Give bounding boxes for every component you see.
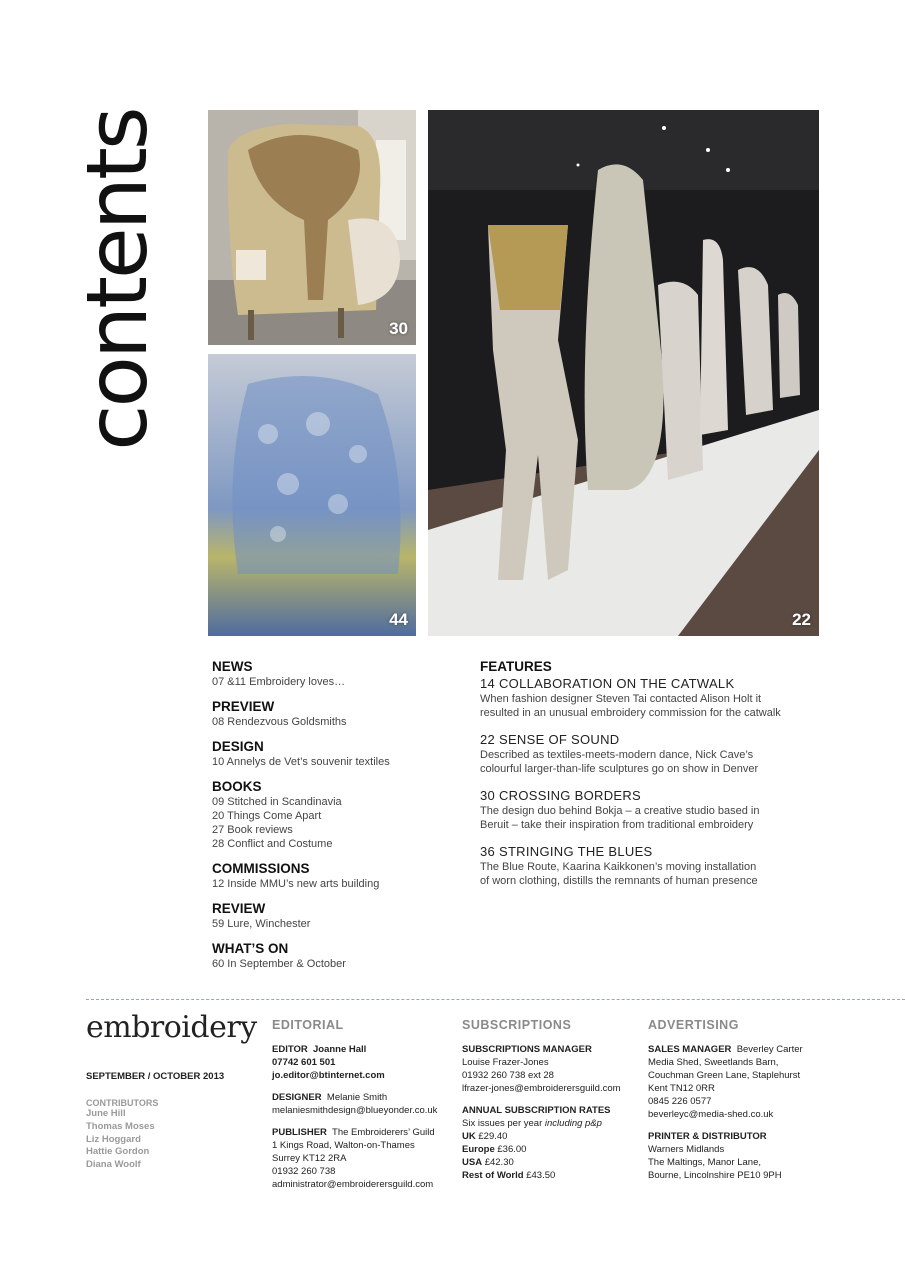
feature-desc: Beruit – take their inspiration from traditional embroidery bbox=[480, 819, 754, 831]
rate-row bbox=[462, 1143, 640, 1156]
feature-desc: of worn clothing, distills the remnants of human presence bbox=[480, 875, 758, 887]
printer-label: PRINTER & DISTRIBUTOR bbox=[648, 1131, 767, 1142]
feature-desc: The Blue Route, Kaarina Kaikkonen’s moving installation bbox=[480, 861, 757, 873]
printer-line: Warners Midlands bbox=[648, 1144, 725, 1155]
feature-desc: colourful larger-than-life sculptures go on show in Denver bbox=[480, 763, 759, 775]
issue-date: SEPTEMBER / OCTOBER 2013 bbox=[86, 1071, 225, 1082]
section-heading: WHAT’S ON bbox=[212, 941, 289, 956]
editor-name: Joanne Hall bbox=[313, 1044, 367, 1055]
section-item[interactable]: 27 Book reviews bbox=[212, 824, 293, 836]
contributor-name: Hattie Gordon bbox=[86, 1146, 150, 1158]
rate-row bbox=[462, 1156, 640, 1169]
photo-armchair bbox=[208, 110, 416, 345]
sales-line: Couchman Green Lane, Staplehurst bbox=[648, 1070, 801, 1081]
feature-title: 22 SENSE OF SOUND bbox=[480, 732, 620, 747]
feature-item[interactable] bbox=[480, 787, 820, 832]
editor-label: EDITOR bbox=[272, 1044, 308, 1055]
page-title-text: contents bbox=[68, 109, 166, 451]
feature-desc: When fashion designer Steven Tai contacted Alison Holt it bbox=[480, 693, 762, 705]
section-design bbox=[212, 738, 462, 769]
rate-price: £43.50 bbox=[526, 1170, 556, 1181]
armchair-illustration bbox=[208, 110, 416, 345]
printer-block bbox=[648, 1130, 848, 1182]
rate-region: Europe bbox=[462, 1144, 495, 1155]
photo-blue-textile bbox=[208, 354, 416, 636]
feature-item[interactable] bbox=[480, 843, 820, 888]
feature-title: 36 STRINGING THE BLUES bbox=[480, 844, 653, 859]
rate-row bbox=[462, 1130, 640, 1143]
designer-email[interactable]: melaniesmithdesign@blueyonder.co.uk bbox=[272, 1105, 438, 1116]
rates-intro: Six issues per year bbox=[462, 1118, 543, 1129]
publisher-phone: 01932 260 738 bbox=[272, 1166, 336, 1177]
subscriptions-heading: SUBSCRIPTIONS bbox=[462, 1018, 572, 1032]
section-heading: PREVIEW bbox=[212, 699, 275, 714]
rate-region: Rest of World bbox=[462, 1170, 524, 1181]
rates-label: ANNUAL SUBSCRIPTION RATES bbox=[462, 1105, 611, 1116]
printer-line: The Maltings, Manor Lane, bbox=[648, 1157, 762, 1168]
contributor-name: Thomas Moses bbox=[86, 1120, 155, 1132]
dashed-divider bbox=[86, 999, 905, 1000]
section-news bbox=[212, 658, 462, 689]
rates-intro-note: including p&p bbox=[544, 1118, 602, 1129]
blue-textile-illustration bbox=[208, 354, 416, 636]
rate-price: £42.30 bbox=[484, 1157, 514, 1168]
feature-desc: The design duo behind Bokja – a creative studio based in bbox=[480, 805, 760, 817]
rate-region: USA bbox=[462, 1157, 483, 1168]
section-item[interactable]: 20 Things Come Apart bbox=[212, 810, 322, 822]
rate-price: £29.40 bbox=[478, 1131, 508, 1142]
contributors-heading: CONTRIBUTORS bbox=[86, 1098, 159, 1108]
publisher-address: 1 Kings Road, Walton-on-Thames bbox=[272, 1140, 415, 1151]
photo-page-number: 22 bbox=[792, 610, 811, 629]
photo-page-number: 44 bbox=[389, 610, 408, 629]
section-heading: COMMISSIONS bbox=[212, 861, 310, 876]
section-books bbox=[212, 778, 462, 851]
section-heading: REVIEW bbox=[212, 901, 266, 916]
contents-sections bbox=[212, 658, 462, 980]
publisher-address: Surrey KT12 2RA bbox=[272, 1153, 347, 1164]
section-item[interactable]: 12 Inside MMU’s new arts building bbox=[212, 878, 380, 890]
section-whats-on bbox=[212, 940, 462, 971]
advertising-column bbox=[648, 1018, 848, 1191]
editor-block bbox=[272, 1043, 452, 1082]
rates-block bbox=[462, 1104, 640, 1182]
feature-desc: resulted in an unusual embroidery commission for the catwalk bbox=[480, 707, 781, 719]
contributor-name: Liz Hoggard bbox=[86, 1133, 141, 1145]
feature-title: 14 COLLABORATION ON THE CATWALK bbox=[480, 676, 735, 691]
manager-email[interactable]: lfrazer-jones@embroiderersguild.com bbox=[462, 1083, 621, 1094]
section-item[interactable]: 59 Lure, Winchester bbox=[212, 918, 311, 930]
sales-block bbox=[648, 1043, 848, 1121]
publisher-email[interactable]: administrator@embroiderersguild.com bbox=[272, 1179, 434, 1190]
feature-item[interactable] bbox=[480, 675, 820, 720]
editorial-column bbox=[272, 1018, 452, 1200]
section-commissions bbox=[212, 860, 462, 891]
subscriptions-column bbox=[462, 1018, 640, 1191]
features-list bbox=[480, 658, 820, 899]
sales-line: 0845 226 0577 bbox=[648, 1096, 712, 1107]
photo-page-number: 30 bbox=[389, 319, 408, 338]
rate-price: £36.00 bbox=[497, 1144, 527, 1155]
photo-sound-suits bbox=[428, 110, 819, 636]
sales-label: SALES MANAGER bbox=[648, 1044, 732, 1055]
manager-label: SUBSCRIPTIONS MANAGER bbox=[462, 1044, 592, 1055]
printer-line: Bourne, Lincolnshire PE10 9PH bbox=[648, 1170, 782, 1181]
section-preview bbox=[212, 698, 462, 729]
section-item[interactable]: 10 Annelys de Vet’s souvenir textiles bbox=[212, 756, 390, 768]
embroidery-logo: embroidery bbox=[86, 1010, 257, 1045]
rate-row bbox=[462, 1169, 640, 1182]
publisher-label: PUBLISHER bbox=[272, 1127, 327, 1138]
rate-region: UK bbox=[462, 1131, 476, 1142]
designer-block bbox=[272, 1091, 452, 1117]
feature-item[interactable] bbox=[480, 731, 820, 776]
designer-name: Melanie Smith bbox=[326, 1092, 388, 1103]
section-heading: DESIGN bbox=[212, 739, 264, 754]
sound-suits-illustration bbox=[428, 110, 819, 636]
contributor-name: Diana Woolf bbox=[86, 1159, 141, 1171]
publisher-block bbox=[272, 1126, 452, 1191]
features-heading: FEATURES bbox=[480, 659, 552, 674]
editor-phone: 07742 601 501 bbox=[272, 1057, 336, 1068]
feature-title: 30 CROSSING BORDERS bbox=[480, 788, 642, 803]
editor-email[interactable]: jo.editor@btinternet.com bbox=[272, 1070, 385, 1081]
manager-name: Louise Frazer-Jones bbox=[462, 1057, 549, 1068]
masthead bbox=[86, 1010, 261, 1172]
section-heading: BOOKS bbox=[212, 779, 262, 794]
sales-email[interactable]: beverleyc@media-shed.co.uk bbox=[648, 1109, 774, 1120]
sales-line: Media Shed, Sweetlands Barn, bbox=[648, 1057, 779, 1068]
section-item[interactable]: 08 Rendezvous Goldsmiths bbox=[212, 716, 347, 728]
page-title bbox=[68, 109, 166, 451]
section-item[interactable]: 07 &11 Embroidery loves… bbox=[212, 676, 346, 688]
publisher-name: The Embroiderers’ Guild bbox=[332, 1127, 435, 1138]
editorial-heading: EDITORIAL bbox=[272, 1018, 344, 1032]
section-item[interactable]: 28 Conflict and Costume bbox=[212, 838, 333, 850]
section-item[interactable]: 60 In September & October bbox=[212, 958, 346, 970]
sales-name: Beverley Carter bbox=[736, 1044, 803, 1055]
manager-phone: 01932 260 738 ext 28 bbox=[462, 1070, 554, 1081]
advertising-heading: ADVERTISING bbox=[648, 1018, 739, 1032]
feature-desc: Described as textiles-meets-modern dance, Nick Cave’s bbox=[480, 749, 754, 761]
contributor-name: June Hill bbox=[86, 1108, 126, 1119]
section-item[interactable]: 09 Stitched in Scandinavia bbox=[212, 796, 342, 808]
subscriptions-manager-block bbox=[462, 1043, 640, 1095]
designer-label: DESIGNER bbox=[272, 1092, 322, 1103]
section-heading: NEWS bbox=[212, 659, 253, 674]
section-review bbox=[212, 900, 462, 931]
sales-line: Kent TN12 0RR bbox=[648, 1083, 715, 1094]
